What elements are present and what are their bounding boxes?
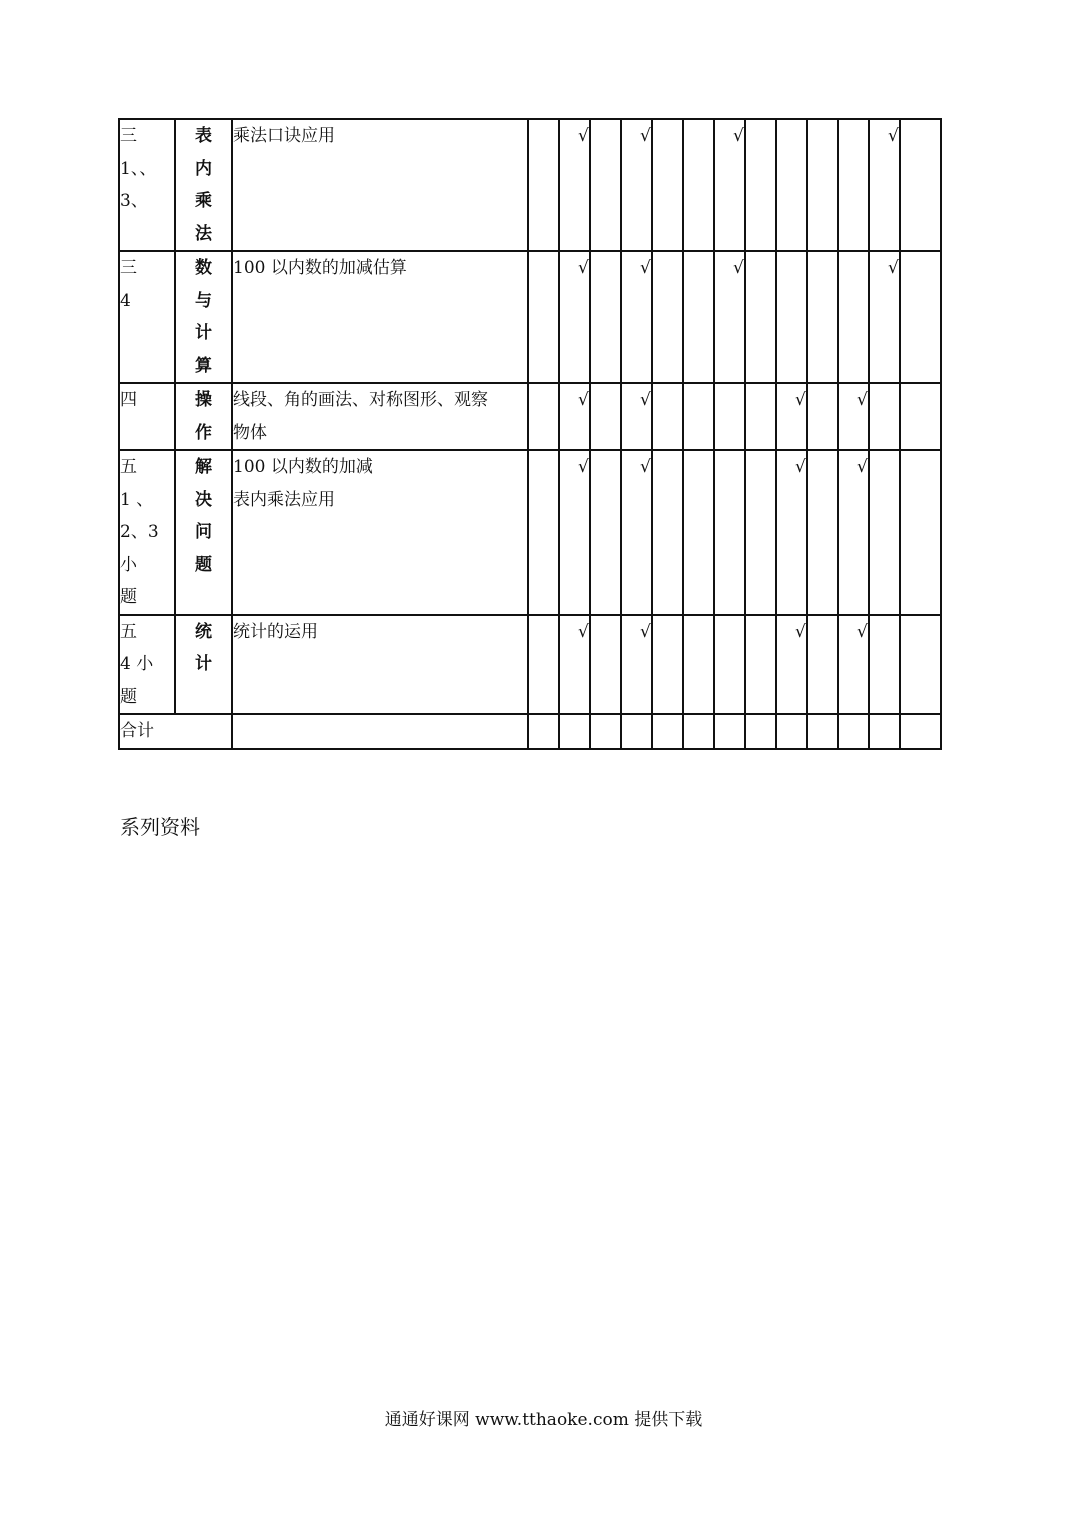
- mark-cell: [745, 383, 776, 450]
- question-number-cell-line: 1 、: [120, 489, 154, 510]
- mark-cell: [776, 251, 807, 383]
- mark-cell: [714, 383, 745, 450]
- content-cell: [232, 383, 528, 450]
- mark-cell: [900, 450, 941, 615]
- question-number-cell: [119, 450, 175, 615]
- content-cell: [232, 450, 528, 615]
- category-cell-line: 题: [195, 554, 212, 575]
- question-number-cell-line: 4 小: [120, 654, 154, 674]
- table-row: [119, 383, 941, 450]
- mark-cell: [683, 450, 714, 615]
- category-cell-line: 作: [195, 422, 212, 443]
- mark-cell: [776, 615, 807, 715]
- mark-cell: [838, 450, 869, 615]
- mark-cell: [807, 251, 838, 383]
- check-mark: √: [640, 126, 651, 146]
- mark-cell: [807, 119, 838, 251]
- category-cell: [175, 450, 232, 615]
- footer-text: 通通好课网 www.tthaoke.com 提供下载: [384, 1410, 703, 1430]
- content-cell-line: 物体: [233, 422, 267, 443]
- mark-cell: [714, 119, 745, 251]
- category-cell-line: 内: [195, 158, 212, 179]
- content-cell-line: 乘法口诀应用: [233, 126, 335, 146]
- mark-cell: [807, 450, 838, 615]
- mark-cell: [528, 450, 559, 615]
- mark-cell: [559, 615, 590, 715]
- content-cell-line: 100 以内数的加减: [233, 457, 373, 477]
- mark-cell: [621, 119, 652, 251]
- question-number-cell: [119, 119, 175, 251]
- category-cell: [175, 119, 232, 251]
- mark-cell: [528, 383, 559, 450]
- mark-cell: [900, 383, 941, 450]
- question-number-cell-line: 题: [120, 686, 137, 707]
- question-number-cell: [119, 383, 175, 450]
- mark-cell: [528, 119, 559, 251]
- mark-cell: [900, 615, 941, 715]
- question-number-cell-line: 3、: [120, 191, 148, 211]
- mark-cell: [838, 383, 869, 450]
- content-cell-line: 表内乘法应用: [233, 489, 335, 510]
- mark-cell: [528, 251, 559, 383]
- question-number-cell-line: 4: [120, 290, 131, 311]
- table-row: [119, 251, 941, 383]
- question-number-cell-line: 五: [120, 621, 137, 642]
- mark-cell: [838, 251, 869, 383]
- question-number-cell-line: 1、、: [120, 158, 157, 179]
- mark-cell: [559, 119, 590, 251]
- content-cell-line: 100 以内数的加减估算: [233, 258, 407, 278]
- check-mark: √: [640, 258, 651, 278]
- mark-cell: [528, 615, 559, 715]
- mark-cell: [838, 119, 869, 251]
- mark-cell: [745, 615, 776, 715]
- check-mark: √: [640, 457, 651, 477]
- mark-cell: [652, 119, 683, 251]
- category-cell-line: 数: [195, 258, 212, 278]
- category-cell-line: 算: [195, 355, 212, 376]
- mark-cell: [683, 251, 714, 383]
- mark-cell: [559, 251, 590, 383]
- series-label: 系列资料: [120, 815, 200, 839]
- mark-cell: [745, 450, 776, 615]
- mark-cell: [621, 450, 652, 615]
- total-row: [119, 714, 941, 749]
- mark-cell: [869, 383, 900, 450]
- category-cell-line: 与: [195, 290, 212, 311]
- mark-cell: [683, 119, 714, 251]
- mark-cell: [714, 251, 745, 383]
- mark-cell: [714, 615, 745, 715]
- question-number-cell: [119, 251, 175, 383]
- table-row: [119, 615, 941, 715]
- table-row: [119, 119, 941, 251]
- mark-cell: [745, 251, 776, 383]
- mark-cell: [714, 450, 745, 615]
- category-cell-line: 乘: [195, 191, 212, 211]
- total-content-cell: [232, 714, 528, 749]
- mark-cell: [652, 615, 683, 715]
- mark-cell: [807, 615, 838, 715]
- category-cell-line: 操: [195, 390, 212, 410]
- category-cell-line: 法: [195, 223, 212, 244]
- mark-cell: [590, 615, 621, 715]
- check-mark: √: [795, 390, 806, 410]
- mark-cell: [559, 450, 590, 615]
- check-mark: √: [795, 621, 806, 642]
- mark-cell: [900, 251, 941, 383]
- content-cell-line: 统计的运用: [233, 621, 318, 642]
- category-cell-line: 表: [195, 126, 212, 146]
- mark-cell: [652, 450, 683, 615]
- mark-cell: [745, 119, 776, 251]
- content-cell: [232, 119, 528, 251]
- mark-cell: [869, 251, 900, 383]
- check-mark: √: [733, 126, 744, 146]
- content-cell: [232, 251, 528, 383]
- category-cell-line: 决: [195, 489, 212, 510]
- mark-cell: [776, 450, 807, 615]
- question-number-cell-line: 四: [120, 390, 137, 410]
- mark-cell: [869, 615, 900, 715]
- content-cell: [232, 615, 528, 715]
- question-number-cell-line: 五: [120, 457, 137, 477]
- mark-cell: [776, 119, 807, 251]
- category-cell: [175, 251, 232, 383]
- question-number-cell-line: 题: [120, 587, 137, 607]
- total-label: 合计: [119, 714, 232, 749]
- mark-cell: [776, 383, 807, 450]
- check-mark: √: [578, 258, 589, 278]
- check-mark: √: [733, 258, 744, 278]
- mark-cell: [590, 450, 621, 615]
- check-mark: √: [578, 126, 589, 146]
- check-mark: √: [578, 457, 589, 477]
- check-mark: √: [795, 457, 806, 477]
- check-mark: √: [857, 390, 868, 410]
- category-cell-line: 计: [195, 323, 212, 343]
- category-cell-line: 解: [195, 457, 212, 477]
- category-cell-line: 问: [195, 522, 212, 542]
- evaluation-table: [118, 118, 942, 750]
- mark-cell: [590, 251, 621, 383]
- mark-cell: [652, 251, 683, 383]
- content-cell-line: 线段、角的画法、对称图形、观察: [233, 390, 488, 410]
- mark-cell: [652, 383, 683, 450]
- mark-cell: [683, 383, 714, 450]
- question-number-cell-line: 三: [120, 126, 137, 146]
- check-mark: √: [578, 390, 589, 410]
- check-mark: √: [640, 621, 651, 642]
- check-mark: √: [857, 457, 868, 477]
- mark-cell: [869, 450, 900, 615]
- check-mark: √: [640, 390, 651, 410]
- mark-cell: [683, 615, 714, 715]
- mark-cell: [621, 251, 652, 383]
- check-mark: √: [857, 621, 868, 642]
- question-number-cell-line: 三: [120, 258, 137, 278]
- mark-cell: [869, 119, 900, 251]
- check-mark: √: [888, 258, 899, 278]
- mark-cell: [900, 119, 941, 251]
- mark-cell: [838, 615, 869, 715]
- question-number-cell-line: 2、3: [120, 522, 159, 542]
- category-cell-line: 计: [195, 654, 212, 674]
- mark-cell: [807, 383, 838, 450]
- category-cell: [175, 615, 232, 715]
- mark-cell: [590, 383, 621, 450]
- mark-cell: [559, 383, 590, 450]
- mark-cell: [621, 383, 652, 450]
- question-number-cell: [119, 615, 175, 715]
- check-mark: √: [888, 126, 899, 146]
- check-mark: √: [578, 621, 589, 642]
- category-cell: [175, 383, 232, 450]
- mark-cell: [621, 615, 652, 715]
- category-cell-line: 统: [195, 621, 212, 642]
- question-number-cell-line: 小: [120, 554, 137, 575]
- table-row: [119, 450, 941, 615]
- mark-cell: [590, 119, 621, 251]
